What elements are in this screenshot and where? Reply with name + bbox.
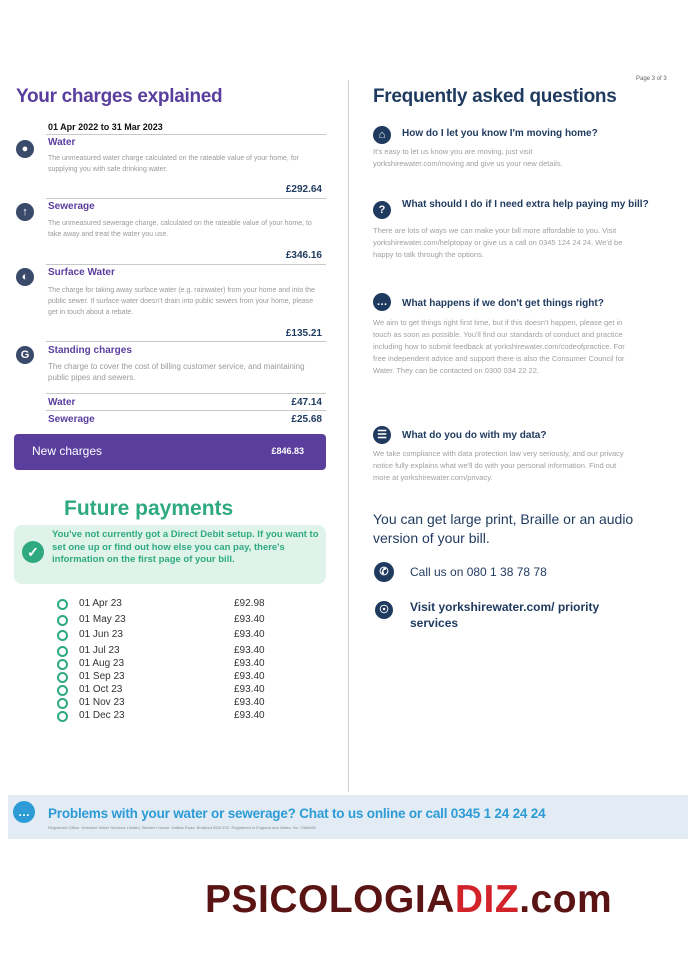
faq-question-moving: How do I let you know I'm moving home? xyxy=(402,128,598,139)
payment-dot-icon xyxy=(57,646,68,657)
question-icon: ? xyxy=(373,201,391,219)
charge-amount-sewerage: £346.16 xyxy=(285,250,322,261)
payment-amount: £92.98 xyxy=(234,598,265,609)
payment-amount: £93.40 xyxy=(234,710,265,721)
standing-charges-icon: G xyxy=(16,346,34,364)
payment-row xyxy=(57,645,287,658)
new-charges-bar xyxy=(14,434,326,470)
charge-amount-surface-water: £135.21 xyxy=(285,328,322,339)
check-circle-icon: ✓ xyxy=(22,541,44,563)
speech-bubble-icon: … xyxy=(373,293,391,311)
page-number: Page 3 of 3 xyxy=(636,76,667,82)
surface-water-icon: ◐ xyxy=(16,268,34,286)
divider xyxy=(46,264,326,265)
payment-date: 01 Aug 23 xyxy=(79,658,125,669)
direct-debit-notice-text: You've not currently got a Direct Debit setup. If you want to set one up or find out how else you can pay, there's information on the first page of your bill. xyxy=(52,529,319,565)
watermark-part2: DIZ xyxy=(454,878,520,921)
payment-dot-icon xyxy=(57,711,68,722)
payment-row xyxy=(57,697,287,710)
phone-icon: ✆ xyxy=(374,562,394,582)
charge-title-water: Water xyxy=(48,137,76,148)
payment-amount: £93.40 xyxy=(234,671,265,682)
payment-dot-icon xyxy=(57,659,68,670)
payment-row xyxy=(57,671,287,684)
direct-debit-notice xyxy=(14,525,326,584)
payment-amount: £93.40 xyxy=(234,658,265,669)
call-us-link[interactable]: Call us on 080 1 38 78 78 xyxy=(410,565,547,579)
accessibility-text: You can get large print, Braille or an audio version of your bill. xyxy=(373,511,634,546)
chat-icon: … xyxy=(13,801,35,823)
registered-office: Registered Office: Yorkshire Water Services Limited, Western House, Halifax Road, Bradford BD6 2SZ. Registered in England and Wales, No. 2366682 xyxy=(48,825,316,830)
divider xyxy=(46,134,326,135)
payment-date: 01 Jul 23 xyxy=(79,645,120,656)
charges-title: Your charges explained xyxy=(16,86,223,107)
payment-dot-icon xyxy=(57,685,68,696)
divider xyxy=(46,198,326,199)
charge-title-standing: Standing charges xyxy=(48,345,132,356)
payment-date: 01 May 23 xyxy=(79,614,126,625)
standing-amount-sewerage: £25.68 xyxy=(291,414,322,425)
charge-amount-water: £292.64 xyxy=(285,184,322,195)
data-icon: ☰ xyxy=(373,426,391,444)
payment-row xyxy=(57,614,287,627)
watermark xyxy=(205,878,612,922)
charge-desc-surface-water: The charge for taking away surface water (e.g. rainwater) from your home and into the public sewer. If surface water doesn't drain into public sewers from your home, please get in touch about a rebate. xyxy=(48,287,315,316)
payment-dot-icon xyxy=(57,615,68,626)
payment-amount: £93.40 xyxy=(234,629,265,640)
watermark-part1: PSICOLOGIA xyxy=(205,878,455,921)
faq-question-help: What should I do if I need extra help paying my bill? xyxy=(402,199,649,210)
visit-website-link[interactable]: Visit yorkshirewater.com/ priority services xyxy=(410,600,600,630)
payment-date: 01 Dec 23 xyxy=(79,710,125,721)
payment-row xyxy=(57,710,287,723)
moving-home-icon: ⌂ xyxy=(373,126,391,144)
standing-amount-water: £47.14 xyxy=(291,397,322,408)
faq-answer-complaint: We aim to get things right first time, but if this doesn't happen, please get in touch as soon as possible. You'll find our standards of conduct and practice including how to submit feedback at yorkshirewater.com/codeofpractice. For free independent advice and support there is also the Consumer Council for Water. They can be contacted on 0300 034 22 22. xyxy=(373,318,625,375)
payment-dot-icon xyxy=(57,599,68,610)
future-payments-title: Future payments xyxy=(64,497,234,520)
payment-row xyxy=(57,629,287,642)
charge-desc-sewerage: The unmeasured sewerage charge, calculated on the rateable value of your home, to take away and treat the water you use. xyxy=(48,220,312,238)
faq-question-complaint: What happens if we don't get things right? xyxy=(402,298,604,309)
new-charges-label: New charges xyxy=(32,444,103,458)
globe-icon: ☉ xyxy=(375,601,393,619)
charge-desc-water: The unmeasured water charge calculated on the rateable value of your home, for supplying you with safe drinking water. xyxy=(48,155,299,173)
faq-answer-data: We take compliance with data protection law very seriously, and our privacy notice fully explains what we'll do with your personal information. Find out more at yorkshirewater.com/privacy. xyxy=(373,449,624,482)
charge-title-sewerage: Sewerage xyxy=(48,201,95,212)
charge-title-surface-water: Surface Water xyxy=(48,267,115,278)
divider xyxy=(46,341,326,342)
payment-row xyxy=(57,598,287,611)
divider xyxy=(46,410,326,411)
water-drop-icon: ● xyxy=(16,140,34,158)
payment-amount: £93.40 xyxy=(234,614,265,625)
faq-answer-moving: It's easy to let us know you are moving, just visit yorkshirewater.com/moving and give us your new details. xyxy=(373,147,563,168)
payment-dot-icon xyxy=(57,698,68,709)
watermark-part3: .com xyxy=(519,878,613,921)
sewerage-icon: ↑ xyxy=(16,203,34,221)
payment-date: 01 Nov 23 xyxy=(79,697,125,708)
payment-dot-icon xyxy=(57,630,68,641)
faq-title: Frequently asked questions xyxy=(373,86,617,107)
payment-date: 01 Oct 23 xyxy=(79,684,123,695)
charge-desc-standing: The charge to cover the cost of billing customer service, and maintaining public pipes and sewers. xyxy=(48,362,305,382)
divider xyxy=(46,393,326,394)
payment-date: 01 Sep 23 xyxy=(79,671,125,682)
help-banner xyxy=(8,795,688,839)
faq-answer-help: There are lots of ways we can make your bill more affordable to you. Visit yorkshirewater.com/helptopay or give us a call on 0345 124 24 24. We'd be happy to talk through the options. xyxy=(373,226,623,259)
payment-date: 01 Apr 23 xyxy=(79,598,122,609)
standing-label-water: Water xyxy=(48,397,76,408)
payment-row xyxy=(57,658,287,671)
standing-label-sewerage: Sewerage xyxy=(48,414,95,425)
payment-date: 01 Jun 23 xyxy=(79,629,123,640)
faq-question-data: What do you do with my data? xyxy=(402,430,547,441)
payment-dot-icon xyxy=(57,672,68,683)
charges-period: 01 Apr 2022 to 31 Mar 2023 xyxy=(48,122,163,132)
payment-amount: £93.40 xyxy=(234,697,265,708)
new-charges-amount: £846.83 xyxy=(271,446,304,456)
payment-amount: £93.40 xyxy=(234,684,265,695)
payment-amount: £93.40 xyxy=(234,645,265,656)
column-divider xyxy=(348,80,349,792)
help-banner-text[interactable]: Problems with your water or sewerage? Chat to us online or call 0345 1 24 24 24 xyxy=(48,806,546,821)
payment-row xyxy=(57,684,287,697)
